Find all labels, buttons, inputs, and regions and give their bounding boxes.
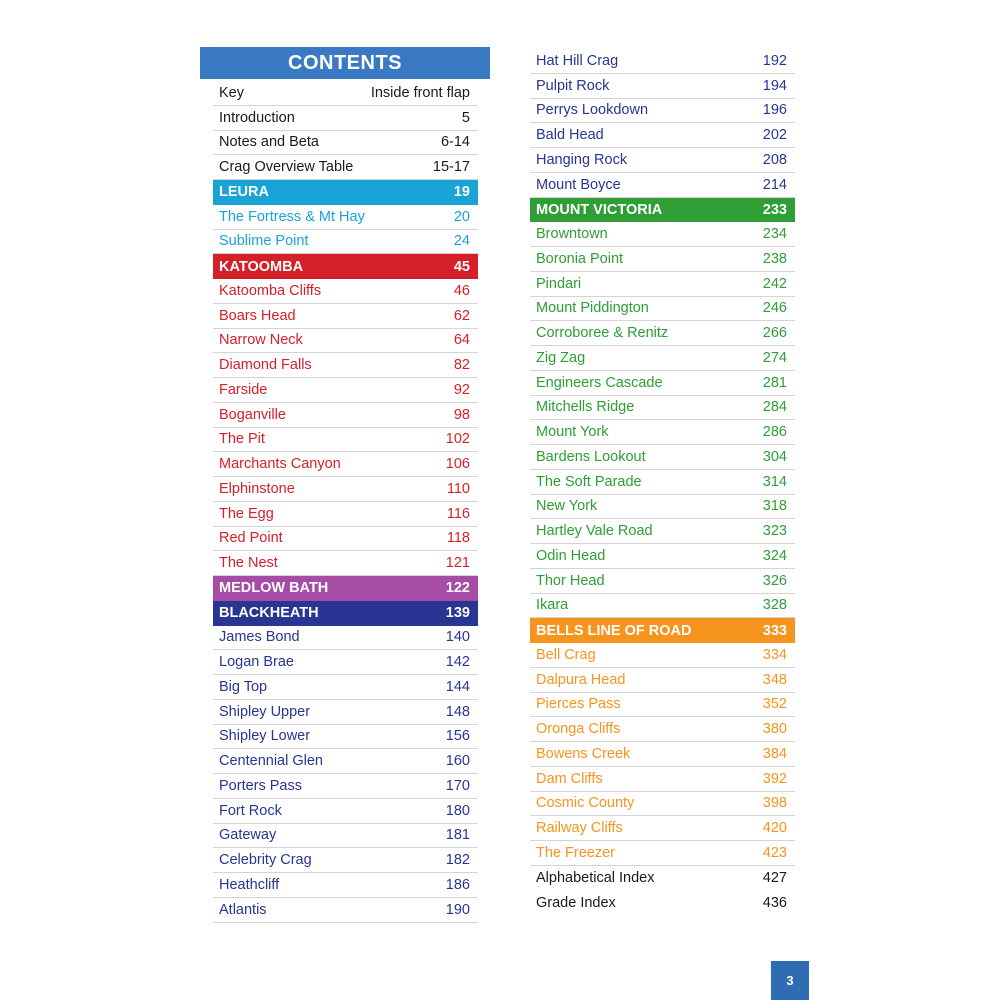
toc-entry-centennial-glen[interactable] <box>213 749 478 774</box>
toc-entry-page: 170 <box>445 777 470 794</box>
toc-entry-title: Marchants Canyon <box>219 456 341 473</box>
toc-entry-title: Bardens Lookout <box>536 448 646 465</box>
toc-entry-page: 202 <box>762 127 787 144</box>
toc-entry-title: Farside <box>219 381 268 398</box>
toc-entry-page: 15-17 <box>432 159 470 176</box>
toc-entry-page: 420 <box>762 820 787 837</box>
toc-entry-title: Hat Hill Crag <box>536 52 619 69</box>
toc-entry-the-freezer[interactable] <box>530 841 795 866</box>
toc-entry-page: 6-14 <box>440 134 470 151</box>
toc-entry-oronga-cliffs[interactable] <box>530 717 795 742</box>
toc-entry-page: 116 <box>446 505 470 522</box>
toc-entry-title: Cosmic County <box>536 795 635 812</box>
toc-entry-boars-head[interactable] <box>213 304 478 329</box>
toc-entry-title: Alphabetical Index <box>536 870 655 887</box>
toc-entry-key[interactable] <box>213 81 478 106</box>
toc-entry-page: 62 <box>453 307 470 324</box>
toc-entry-page: 328 <box>762 597 787 614</box>
toc-entry-page: Inside front flap <box>370 84 470 101</box>
toc-entry-boganville[interactable] <box>213 403 478 428</box>
toc-entry-notes-and-beta[interactable] <box>213 131 478 156</box>
toc-section-blackheath[interactable] <box>213 601 478 626</box>
toc-entry-bardens-lookout[interactable] <box>530 445 795 470</box>
toc-entry-title: Mount York <box>536 424 609 441</box>
toc-entry-page: 324 <box>762 547 787 564</box>
toc-entry-porters-pass[interactable] <box>213 774 478 799</box>
toc-entry-title: The Fortress & Mt Hay <box>219 208 365 225</box>
toc-entry-title: Bald Head <box>536 127 604 144</box>
toc-entry-page: 186 <box>445 876 470 893</box>
toc-entry-title: Sublime Point <box>219 233 309 250</box>
toc-entry-page: 160 <box>445 753 470 770</box>
toc-entry-title: Bowens Creek <box>536 745 631 762</box>
toc-entry-the-fortress-and-mt-hay[interactable] <box>213 205 478 230</box>
toc-entry-title: Boganville <box>219 406 286 423</box>
toc-entry-narrow-neck[interactable] <box>213 329 478 354</box>
toc-entry-crag-overview-table[interactable] <box>213 155 478 180</box>
toc-entry-bowens-creek[interactable] <box>530 742 795 767</box>
toc-entry-title: Introduction <box>219 109 295 126</box>
toc-entry-title: Oronga Cliffs <box>536 721 621 738</box>
toc-entry-mount-york[interactable] <box>530 420 795 445</box>
toc-entry-page: 19 <box>453 184 470 201</box>
toc-entry-page: 24 <box>453 233 470 250</box>
toc-entry-diamond-falls[interactable] <box>213 353 478 378</box>
toc-entry-page: 194 <box>762 77 787 94</box>
toc-entry-page: 190 <box>445 901 470 918</box>
toc-entry-page: 20 <box>453 208 470 225</box>
toc-entry-title: Mount Boyce <box>536 176 621 193</box>
toc-entry-title: MEDLOW BATH <box>219 580 329 597</box>
toc-entry-title: Centennial Glen <box>219 753 323 770</box>
toc-entry-title: Shipley Lower <box>219 728 311 745</box>
toc-entry-page: 142 <box>445 654 470 671</box>
toc-entry-alphabetical-index[interactable] <box>530 866 795 891</box>
toc-entry-title: New York <box>536 498 598 515</box>
toc-entry-title: Corroboree & Renitz <box>536 325 669 342</box>
toc-entry-title: Pierces Pass <box>536 696 621 713</box>
toc-entry-the-nest[interactable] <box>213 551 478 576</box>
toc-entry-engineers-cascade[interactable] <box>530 371 795 396</box>
toc-entry-title: The Pit <box>219 431 265 448</box>
toc-entry-elphinstone[interactable] <box>213 477 478 502</box>
toc-entry-page: 144 <box>445 678 470 695</box>
toc-entry-title: Zig Zag <box>536 349 586 366</box>
toc-entry-zig-zag[interactable] <box>530 346 795 371</box>
toc-entry-title: Atlantis <box>219 901 267 918</box>
toc-entry-title: Mitchells Ridge <box>536 399 635 416</box>
toc-entry-cosmic-county[interactable] <box>530 792 795 817</box>
toc-section-mount-victoria[interactable] <box>530 198 795 223</box>
toc-entry-title: Dam Cliffs <box>536 770 603 787</box>
toc-entry-title: Celebrity Crag <box>219 852 312 869</box>
toc-entry-page: 46 <box>453 282 470 299</box>
toc-entry-title: Notes and Beta <box>219 134 319 151</box>
toc-entry-page: 196 <box>762 102 787 119</box>
toc-entry-page: 318 <box>762 498 787 515</box>
toc-entry-page: 333 <box>762 622 787 639</box>
toc-entry-the-soft-parade[interactable] <box>530 470 795 495</box>
toc-entry-title: Bell Crag <box>536 646 596 663</box>
toc-entry-james-bond[interactable] <box>213 626 478 651</box>
toc-entry-title: Diamond Falls <box>219 357 312 374</box>
toc-entry-red-point[interactable] <box>213 527 478 552</box>
toc-entry-bald-head[interactable] <box>530 123 795 148</box>
toc-entry-page: 380 <box>762 721 787 738</box>
toc-entry-page: 284 <box>762 399 787 416</box>
toc-entry-title: Odin Head <box>536 547 606 564</box>
toc-entry-page: 106 <box>445 456 470 473</box>
toc-entry-page: 334 <box>762 646 787 663</box>
toc-left-column <box>213 81 478 923</box>
toc-entry-mitchells-ridge[interactable] <box>530 396 795 421</box>
toc-entry-pindari[interactable] <box>530 272 795 297</box>
toc-entry-page: 304 <box>762 448 787 465</box>
toc-entry-atlantis[interactable] <box>213 898 478 923</box>
toc-entry-browntown[interactable] <box>530 222 795 247</box>
toc-entry-odin-head[interactable] <box>530 544 795 569</box>
toc-entry-page: 208 <box>762 151 787 168</box>
toc-entry-the-egg[interactable] <box>213 502 478 527</box>
toc-entry-page: 110 <box>446 480 470 497</box>
contents-title: CONTENTS <box>200 47 490 79</box>
toc-entry-title: Browntown <box>536 226 608 243</box>
toc-entry-title: James Bond <box>219 629 300 646</box>
toc-entry-page: 246 <box>762 300 787 317</box>
toc-entry-title: LEURA <box>219 184 269 201</box>
toc-entry-title: The Freezer <box>536 844 615 861</box>
toc-entry-mount-boyce[interactable] <box>530 173 795 198</box>
toc-entry-page: 286 <box>762 424 787 441</box>
toc-entry-page: 398 <box>762 795 787 812</box>
toc-entry-page: 139 <box>445 605 470 622</box>
toc-right-column <box>530 49 795 915</box>
toc-entry-title: Pulpit Rock <box>536 77 610 94</box>
toc-entry-page: 182 <box>445 852 470 869</box>
toc-entry-corroboree-and-renitz[interactable] <box>530 321 795 346</box>
toc-entry-title: BLACKHEATH <box>219 605 319 622</box>
toc-entry-title: Ikara <box>536 597 569 614</box>
toc-entry-shipley-lower[interactable] <box>213 725 478 750</box>
toc-entry-page: 5 <box>461 109 470 126</box>
toc-entry-title: The Soft Parade <box>536 473 642 490</box>
toc-entry-page: 281 <box>762 374 787 391</box>
toc-entry-page: 238 <box>762 250 787 267</box>
toc-entry-title: Boars Head <box>219 307 296 324</box>
toc-entry-sublime-point[interactable] <box>213 230 478 255</box>
toc-entry-title: Pindari <box>536 275 582 292</box>
toc-entry-the-pit[interactable] <box>213 428 478 453</box>
toc-entry-page: 384 <box>762 745 787 762</box>
toc-entry-page: 266 <box>762 325 787 342</box>
toc-entry-title: Hartley Vale Road <box>536 523 653 540</box>
toc-entry-pierces-pass[interactable] <box>530 693 795 718</box>
toc-entry-page: 102 <box>445 431 470 448</box>
toc-entry-title: Gateway <box>219 827 277 844</box>
toc-entry-boronia-point[interactable] <box>530 247 795 272</box>
page-number-badge: 3 <box>771 961 809 1000</box>
toc-entry-page: 98 <box>453 406 470 423</box>
toc-entry-page: 214 <box>762 176 787 193</box>
toc-section-leura[interactable] <box>213 180 478 205</box>
toc-entry-page: 118 <box>446 530 470 547</box>
toc-entry-page: 64 <box>453 332 470 349</box>
toc-entry-hat-hill-crag[interactable] <box>530 49 795 74</box>
toc-entry-page: 242 <box>762 275 787 292</box>
toc-entry-title: Big Top <box>219 678 268 695</box>
toc-entry-title: Katoomba Cliffs <box>219 282 322 299</box>
toc-entry-logan-brae[interactable] <box>213 650 478 675</box>
toc-entry-pulpit-rock[interactable] <box>530 74 795 99</box>
toc-entry-bell-crag[interactable] <box>530 643 795 668</box>
toc-entry-shipley-upper[interactable] <box>213 700 478 725</box>
toc-entry-hartley-vale-road[interactable] <box>530 519 795 544</box>
toc-entry-thor-head[interactable] <box>530 569 795 594</box>
toc-entry-grade-index[interactable] <box>530 891 795 916</box>
toc-entry-page: 192 <box>762 52 787 69</box>
toc-entry-page: 427 <box>762 870 787 887</box>
toc-entry-heathcliff[interactable] <box>213 873 478 898</box>
toc-entry-title: Railway Cliffs <box>536 820 623 837</box>
toc-entry-marchants-canyon[interactable] <box>213 452 478 477</box>
toc-entry-dalpura-head[interactable] <box>530 668 795 693</box>
toc-entry-introduction[interactable] <box>213 106 478 131</box>
toc-entry-farside[interactable] <box>213 378 478 403</box>
toc-entry-railway-cliffs[interactable] <box>530 816 795 841</box>
toc-entry-page: 156 <box>445 728 470 745</box>
toc-entry-page: 121 <box>445 555 470 572</box>
toc-entry-page: 314 <box>762 473 787 490</box>
toc-entry-title: Narrow Neck <box>219 332 303 349</box>
toc-entry-page: 82 <box>453 357 470 374</box>
toc-section-katoomba[interactable] <box>213 254 478 279</box>
toc-entry-title: Fort Rock <box>219 802 282 819</box>
toc-entry-title: Thor Head <box>536 572 605 589</box>
toc-entry-page: 148 <box>445 703 470 720</box>
toc-entry-title: Crag Overview Table <box>219 159 354 176</box>
toc-entry-title: KATOOMBA <box>219 258 304 275</box>
toc-entry-mount-piddington[interactable] <box>530 297 795 322</box>
toc-entry-page: 234 <box>762 226 787 243</box>
toc-entry-title: BELLS LINE OF ROAD <box>536 622 692 639</box>
toc-entry-title: Engineers Cascade <box>536 374 663 391</box>
toc-section-medlow-bath[interactable] <box>213 576 478 601</box>
toc-entry-katoomba-cliffs[interactable] <box>213 279 478 304</box>
toc-entry-title: Logan Brae <box>219 654 294 671</box>
toc-entry-title: Boronia Point <box>536 250 624 267</box>
toc-entry-big-top[interactable] <box>213 675 478 700</box>
toc-entry-title: Heathcliff <box>219 876 280 893</box>
toc-entry-title: The Nest <box>219 555 278 572</box>
toc-entry-dam-cliffs[interactable] <box>530 767 795 792</box>
toc-entry-page: 352 <box>762 696 787 713</box>
toc-entry-page: 181 <box>445 827 470 844</box>
toc-entry-page: 233 <box>762 201 787 218</box>
toc-entry-title: The Egg <box>219 505 274 522</box>
toc-entry-title: Mount Piddington <box>536 300 649 317</box>
toc-entry-title: Elphinstone <box>219 480 295 497</box>
toc-entry-page: 92 <box>453 381 470 398</box>
toc-entry-gateway[interactable] <box>213 824 478 849</box>
toc-entry-fort-rock[interactable] <box>213 799 478 824</box>
toc-entry-page: 180 <box>445 802 470 819</box>
toc-entry-title: Red Point <box>219 530 283 547</box>
toc-entry-page: 392 <box>762 770 787 787</box>
toc-entry-title: Porters Pass <box>219 777 302 794</box>
toc-entry-perrys-lookdown[interactable] <box>530 99 795 124</box>
toc-entry-new-york[interactable] <box>530 495 795 520</box>
toc-entry-page: 436 <box>762 894 787 911</box>
toc-entry-page: 274 <box>762 349 787 366</box>
toc-entry-celebrity-crag[interactable] <box>213 848 478 873</box>
toc-entry-page: 323 <box>762 523 787 540</box>
toc-entry-title: Shipley Upper <box>219 703 311 720</box>
toc-entry-hanging-rock[interactable] <box>530 148 795 173</box>
toc-entry-page: 45 <box>453 258 470 275</box>
toc-entry-title: Dalpura Head <box>536 671 626 688</box>
toc-entry-page: 140 <box>445 629 470 646</box>
toc-section-bells-line-of-road[interactable] <box>530 618 795 643</box>
toc-entry-page: 423 <box>762 844 787 861</box>
toc-entry-ikara[interactable] <box>530 594 795 619</box>
toc-entry-title: Hanging Rock <box>536 151 628 168</box>
toc-entry-page: 348 <box>762 671 787 688</box>
toc-entry-title: Perrys Lookdown <box>536 102 649 119</box>
toc-entry-page: 122 <box>445 580 470 597</box>
toc-entry-page: 326 <box>762 572 787 589</box>
toc-entry-title: Grade Index <box>536 894 616 911</box>
toc-entry-title: Key <box>219 84 244 101</box>
toc-entry-title: MOUNT VICTORIA <box>536 201 663 218</box>
